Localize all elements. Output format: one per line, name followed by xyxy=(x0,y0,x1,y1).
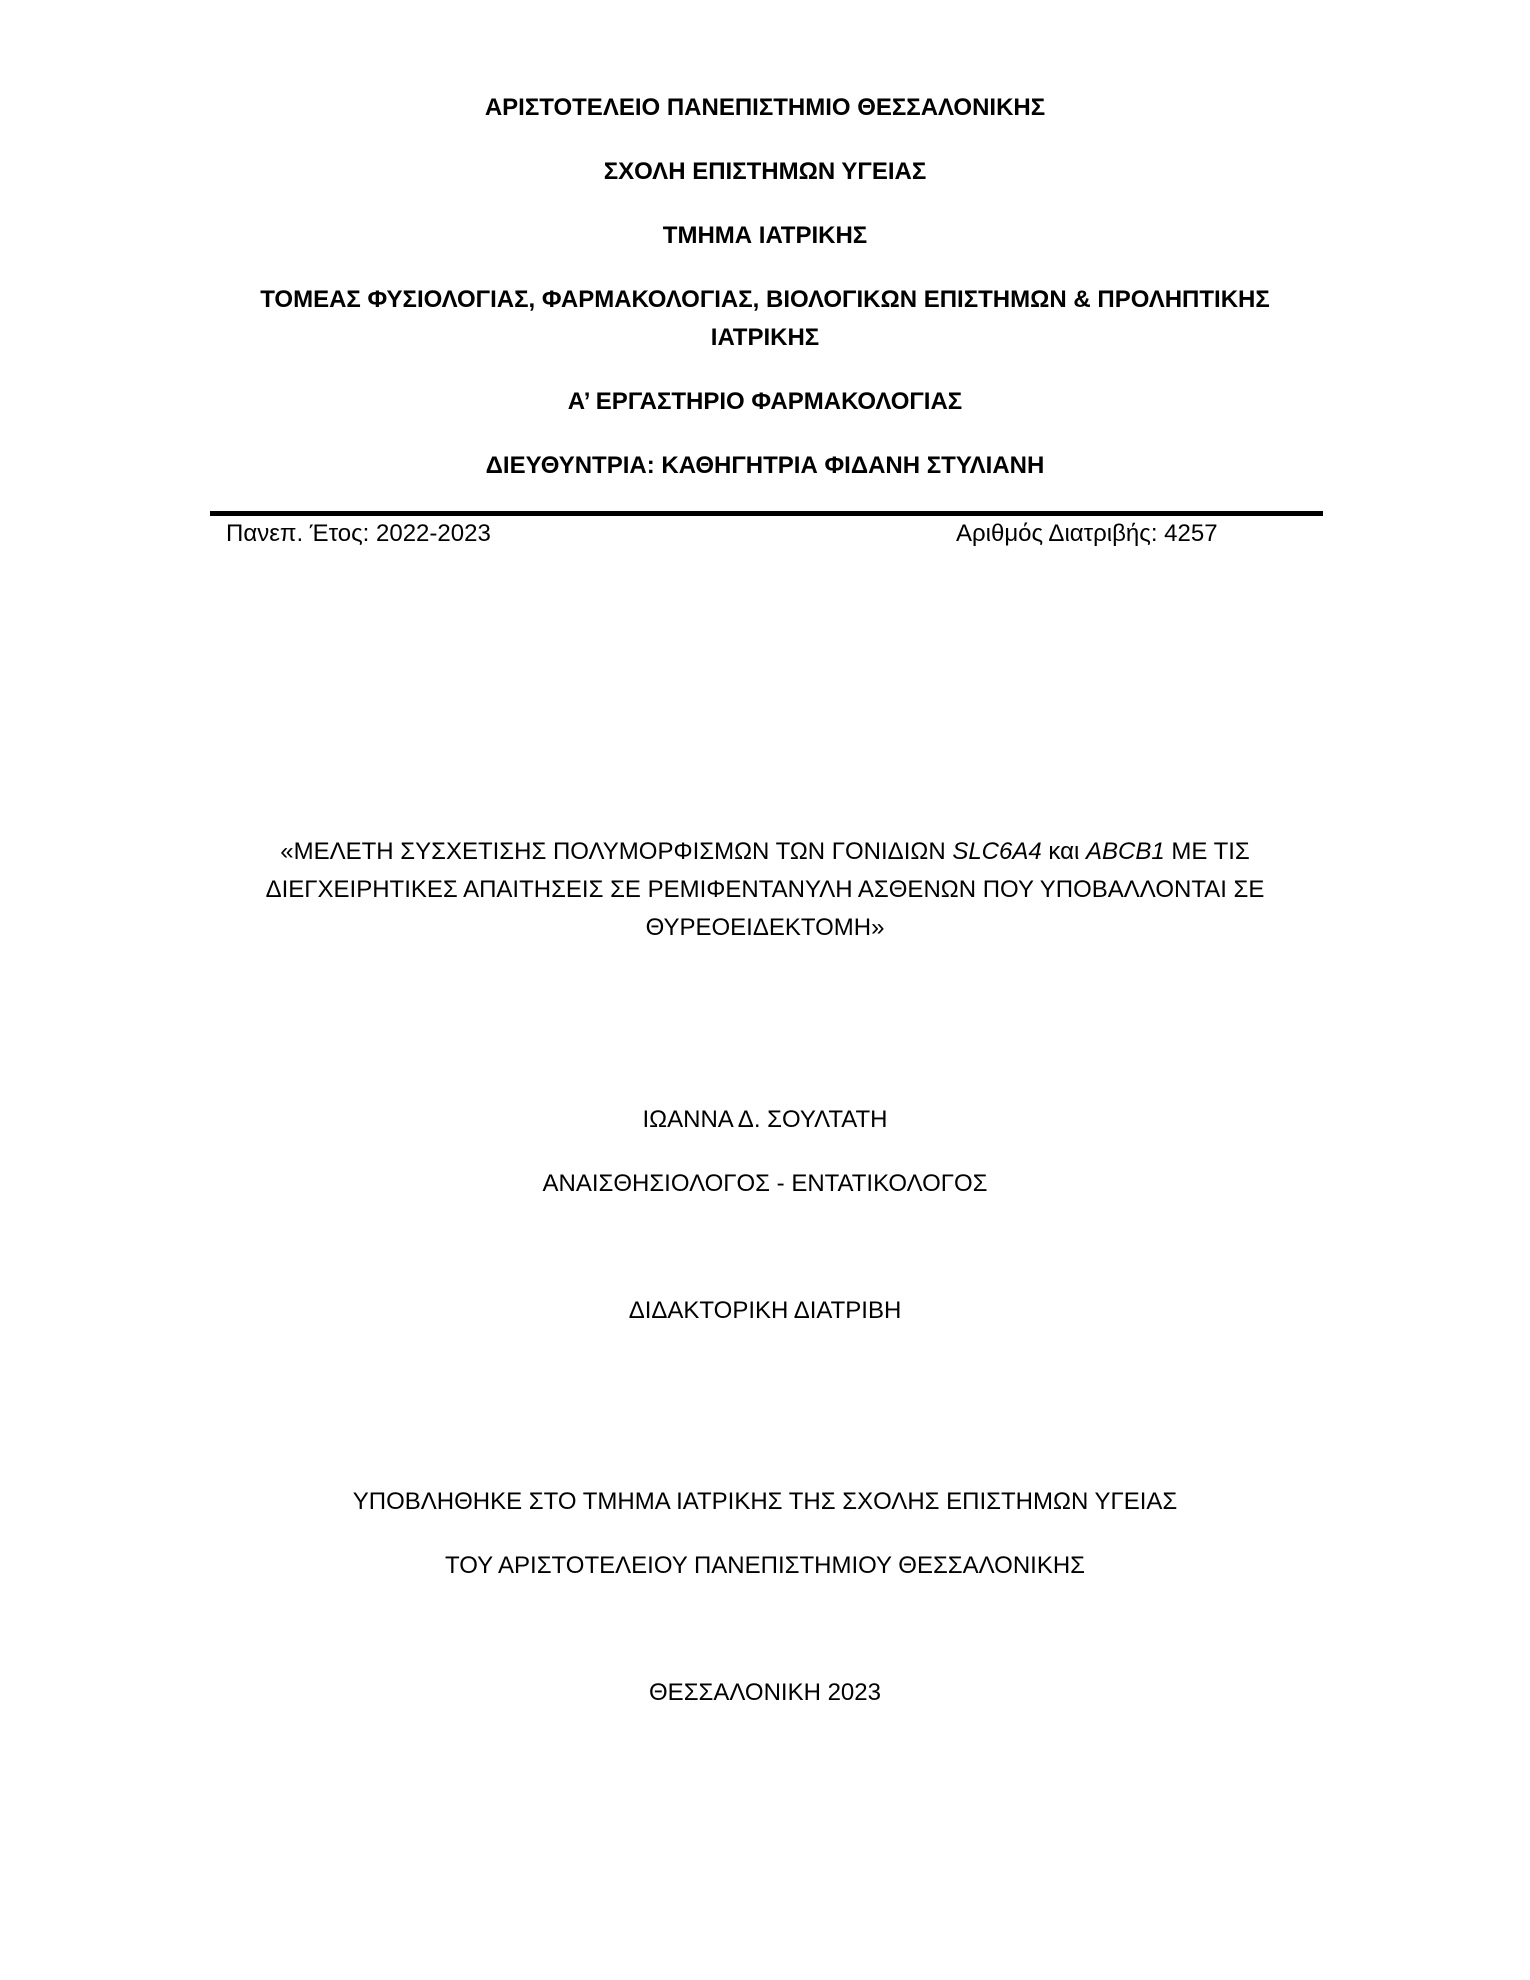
document-type: ΔΙΔΑΚΤΟΡΙΚΗ ΔΙΑΤΡΙΒΗ xyxy=(628,1297,902,1324)
laboratory-name: Α’ ΕΡΓΑΣΤΗΡΙΟ ΦΑΡΜΑΚΟΛΟΓΙΑΣ xyxy=(567,388,963,415)
university-name: ΑΡΙΣΤΟΤΕΛΕΙΟ ΠΑΝΕΠΙΣΤΗΜΙΟ ΘΕΣΣΑΛΟΝΙΚΗΣ xyxy=(484,94,1046,121)
submission-line2: ΤΟΥ ΑΡΙΣΤΟΤΕΛΕΙΟΥ ΠΑΝΕΠΙΣΤΗΜΙΟΥ ΘΕΣΣΑΛΟΝΙΚΗΣ xyxy=(445,1552,1085,1579)
school-name: ΣΧΟΛΗ ΕΠΙΣΤΗΜΩΝ ΥΓΕΙΑΣ xyxy=(603,158,927,185)
gene-name-slc6a4: SLC6A4 xyxy=(952,838,1042,865)
gene-name-abcb1: ABCB1 xyxy=(1085,838,1165,865)
title-text-conjunction: και xyxy=(1041,838,1086,865)
thesis-number: Αριθμός Διατριβής: 4257 xyxy=(956,520,1218,547)
author-name: ΙΩΑΝΝΑ Δ. ΣΟΥΛΤΑΤΗ xyxy=(642,1106,888,1133)
title-text-part2: ΜΕ ΤΙΣ xyxy=(1164,838,1250,865)
submission-line1: ΥΠΟΒΛΗΘΗΚΕ ΣΤΟ ΤΜΗΜΑ ΙΑΤΡΙΚΗΣ ΤΗΣ ΣΧΟΛΗΣ ΕΠΙΣΤΗΜΩΝ ΥΓΕΙΑΣ xyxy=(352,1488,1178,1515)
author-specialty: ΑΝΑΙΣΘΗΣΙΟΛΟΓΟΣ - ΕΝΤΑΤΙΚΟΛΟΓΟΣ xyxy=(542,1170,988,1197)
thesis-title-line2: ΔΙΕΓΧΕΙΡΗΤΙΚΕΣ ΑΠΑΙΤΗΣΕΙΣ ΣΕ ΡΕΜΙΦΕΝΤΑΝΥΛΗ ΑΣΘΕΝΩΝ ΠΟΥ ΥΠΟΒΑΛΛΟΝΤΑΙ ΣΕ xyxy=(265,876,1265,903)
academic-year: Πανεπ. Έτος: 2022-2023 xyxy=(226,520,491,547)
thesis-title-line1 xyxy=(0,833,1530,871)
place-year: ΘΕΣΣΑΛΟΝΙΚΗ 2023 xyxy=(649,1679,881,1706)
department-name: ΤΜΗΜΑ ΙΑΤΡΙΚΗΣ xyxy=(662,222,868,249)
sector-name-line2: ΙΑΤΡΙΚΗΣ xyxy=(710,324,820,351)
thesis-title xyxy=(0,833,1530,947)
sector-name-line1: ΤΟΜΕΑΣ ΦΥΣΙΟΛΟΓΙΑΣ, ΦΑΡΜΑΚΟΛΟΓΙΑΣ, ΒΙΟΛΟΓΙΚΩΝ ΕΠΙΣΤΗΜΩΝ & ΠΡΟΛΗΠΤΙΚΗΣ xyxy=(260,286,1270,313)
thesis-title-line3: ΘΥΡΕΟΕΙΔΕΚΤΟΜΗ» xyxy=(645,914,885,941)
director-line: ΔΙΕΥΘΥΝΤΡΙΑ: ΚΑΘΗΓΗΤΡΙΑ ΦΙΔΑΝΗ ΣΤΥΛΙΑΝΗ xyxy=(485,452,1045,479)
title-text-part1: «ΜΕΛΕΤΗ ΣΥΣΧΕΤΙΣΗΣ ΠΟΛΥΜΟΡΦΙΣΜΩΝ ΤΩΝ ΓΟΝΙΔΙΩΝ xyxy=(280,838,953,865)
